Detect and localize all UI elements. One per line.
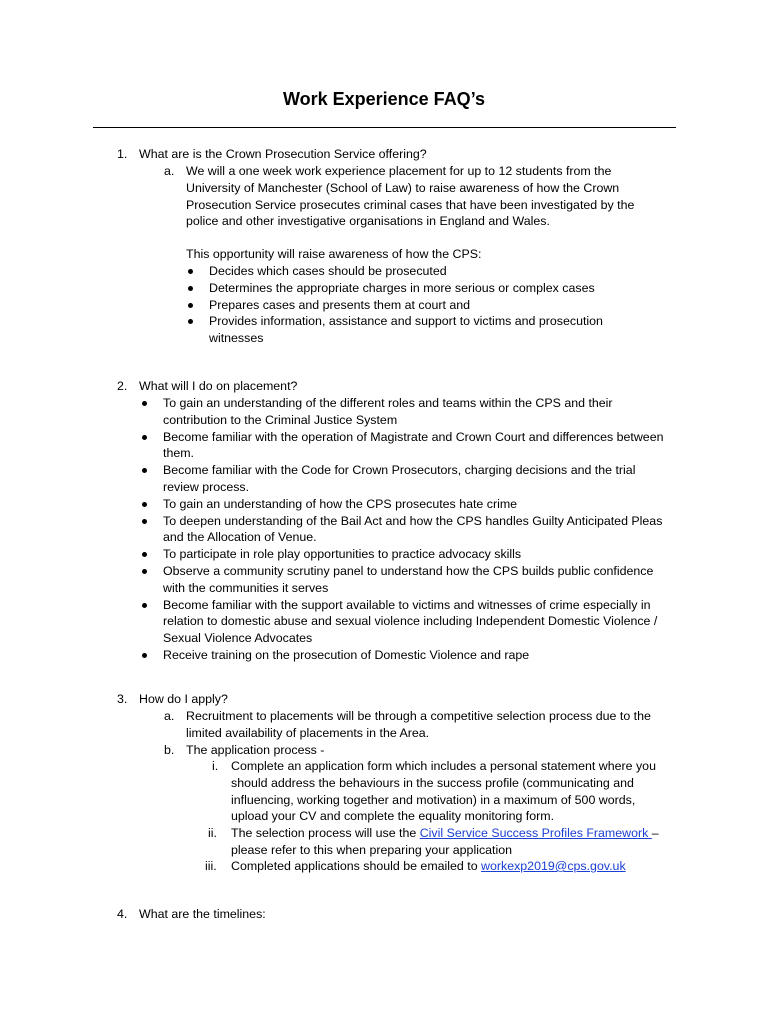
list-item-text: To participate in role play opportunities to practice advocacy skills [163, 547, 522, 562]
list-item [186, 263, 646, 280]
list-item-text: To gain an understanding of how the CPS prosecutes hate crime [163, 496, 518, 511]
list-item [140, 429, 670, 463]
list-marker: iii. [205, 859, 217, 873]
q1-intro: This opportunity will raise awareness of how the CPS: [186, 247, 482, 261]
question-1 [117, 146, 677, 163]
text-segment: Completed applications should be emailed to [231, 859, 482, 873]
list-item-text: Become familiar with the Code for Crown Prosecutors, charging decisions and the trial review process. [163, 463, 636, 494]
bullet-icon [142, 603, 147, 608]
page-title: Work Experience FAQ’s [282, 89, 486, 109]
list-item [186, 313, 646, 347]
bullet-icon [142, 569, 147, 574]
q3-subitem-iii [200, 858, 670, 875]
bullet-icon [142, 519, 147, 524]
bullet-icon [142, 552, 147, 557]
list-item [140, 496, 670, 513]
bullet-icon [142, 435, 147, 440]
list-item [140, 395, 670, 429]
list-item-text: The application process - [186, 743, 325, 757]
q2-bullet-list [140, 395, 670, 664]
list-item-text: We will a one week work experience placement for up to 12 students from the University of Manchester (School of Law) to raise awareness of how the Crown Prosecution Service prosecutes criminal cases that have been investigated by the police and other investigative organisations in England and Wales. [186, 164, 635, 229]
question-3 [117, 691, 677, 708]
question-text: How do I apply? [139, 692, 228, 706]
q3-item-a [164, 708, 664, 742]
q3-subitem-ii [200, 825, 670, 859]
list-item [140, 462, 670, 496]
q3-item-b [164, 742, 664, 759]
list-item-text: Become familiar with the support available to victims and witnesses of crime especially in relation to domestic abuse and sexual violence including Independent Domestic Violence / Sexual Violence Advocates [163, 597, 658, 646]
list-item [140, 647, 670, 664]
list-item [186, 297, 646, 314]
bullet-icon [188, 319, 193, 324]
list-item [140, 563, 670, 597]
success-profiles-link[interactable]: Civil Service Success Profiles Framework [419, 826, 652, 840]
question-number: 1. [117, 147, 128, 161]
question-text: What will I do on placement? [139, 379, 298, 393]
list-marker: b. [164, 743, 175, 757]
list-item-text: Recruitment to placements will be through a competitive selection process due to the limited availability of placements in the Area. [186, 709, 651, 740]
bullet-icon [142, 653, 147, 658]
question-4 [117, 906, 677, 923]
text-segment: – please refer to this when preparing your application [231, 826, 659, 857]
list-item-text: Observe a community scrutiny panel to understand how the CPS builds public confidence with the communities it serves [163, 563, 654, 595]
q3-subitem-i [200, 758, 670, 825]
question-text: What are is the Crown Prosecution Service offering? [139, 147, 427, 161]
list-item-text [231, 858, 670, 875]
q1-item-a [164, 163, 664, 230]
list-item-text: Decides which cases should be prosecuted [209, 264, 447, 278]
bullet-icon [142, 401, 147, 406]
list-item [140, 597, 670, 647]
question-number: 3. [117, 692, 128, 706]
question-number: 4. [117, 907, 128, 921]
list-marker: a. [164, 709, 175, 723]
bullet-icon [188, 303, 193, 308]
q1-bullet-list [186, 263, 646, 347]
list-item [140, 546, 670, 563]
question-2 [117, 378, 677, 395]
bullet-icon [188, 269, 193, 274]
text-segment: The selection process will use the [231, 826, 420, 840]
list-marker: i. [212, 759, 219, 773]
list-marker: a. [164, 164, 175, 178]
list-item-text: Provides information, assistance and support to victims and prosecution witnesses [209, 314, 603, 346]
list-item-text: Become familiar with the operation of Magistrate and Crown Court and differences between them. [163, 429, 664, 461]
list-item [186, 280, 646, 297]
list-marker: ii. [208, 826, 217, 840]
list-item-text: Complete an application form which includes a personal statement where you should address the behaviours in the success profile (communicating and influencing, working together and motivation) in a maximum of 500 words, upload your CV and complete the equality monitoring form. [231, 759, 656, 824]
question-number: 2. [117, 379, 128, 393]
bullet-icon [142, 502, 147, 507]
email-link[interactable]: workexp2019@cps.gov.uk [481, 859, 626, 873]
list-item-text: Determines the appropriate charges in more serious or complex cases [209, 280, 595, 295]
bullet-icon [142, 468, 147, 473]
list-item-text [231, 825, 670, 859]
title-divider [93, 127, 676, 128]
list-item-text: To gain an understanding of the different roles and teams within the CPS and their contribution to the Criminal Justice System [163, 396, 613, 427]
bullet-icon [188, 286, 193, 291]
list-item-text: Prepares cases and presents them at court and [209, 297, 471, 312]
list-item-text: Receive training on the prosecution of Domestic Violence and rape [163, 647, 530, 662]
list-item-text: To deepen understanding of the Bail Act and how the CPS handles Guilty Anticipated Pleas and the Allocation of Venue. [163, 513, 663, 545]
list-item [140, 513, 670, 547]
question-text: What are the timelines: [139, 907, 266, 921]
